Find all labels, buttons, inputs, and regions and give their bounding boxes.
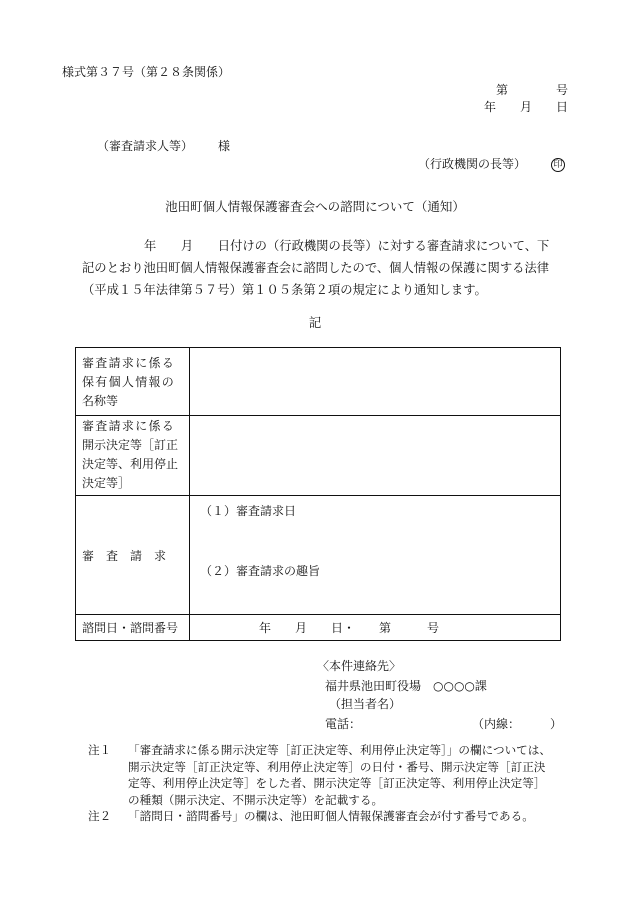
label-cell: [76, 348, 190, 416]
addressee-honorific: 様: [218, 139, 231, 153]
table-row: [76, 348, 561, 416]
request-date-item: （１）審査請求日: [200, 504, 297, 518]
sender-name: （行政機関の長等）: [418, 157, 527, 171]
note-item: [88, 742, 568, 808]
request-purpose-item: （２）審査請求の趣旨: [200, 564, 321, 578]
table-row: [76, 615, 561, 641]
label-text: 審 査 請 求: [82, 548, 167, 563]
label-cell: [76, 615, 190, 641]
note-body: 「諮問日・諮問番号」の欄は、池田町個人情報保護審査会が付す番号である。: [128, 809, 534, 823]
note-label: 注２: [88, 809, 112, 823]
label-cell: [76, 416, 190, 496]
value-cell: [190, 416, 561, 496]
table-row: [76, 416, 561, 496]
body-line: 記のとおり池田町個人情報保護審査会に諮問したので、個人情報の保護に関する法律: [82, 261, 550, 275]
ki-heading: 記: [308, 315, 322, 330]
label-cell: [76, 496, 190, 615]
form-number: 様式第３７号（第２８条関係）: [62, 65, 231, 79]
value-cell: [190, 615, 561, 641]
addressee-name: （審査請求人等）: [97, 139, 194, 153]
inquiry-table: [75, 347, 561, 641]
seal-mark: 印: [551, 158, 565, 172]
inquiry-date-number: 年 月 日・ 第 号: [259, 621, 440, 635]
label-text: 諮問日・諮問番号: [82, 621, 179, 635]
body-paragraph: [82, 235, 570, 301]
contact-person: （担当者名）: [329, 697, 402, 711]
table-row: [76, 496, 561, 615]
note-label: 注１: [88, 743, 112, 757]
contact-phone-label: 電話：: [325, 717, 362, 731]
value-cell: [190, 348, 561, 416]
document-title: 池田町個人情報保護審査会への諮問について（通知）: [165, 199, 465, 214]
contact-heading: 〈本件連絡先〉: [317, 659, 402, 673]
body-line: 年 月 日付けの（行政機関の長等）に対する審査請求について、下: [144, 239, 550, 253]
document-number: 第 号: [495, 83, 568, 97]
value-cell: [190, 496, 561, 615]
document-date: 年 月 日: [483, 100, 568, 114]
contact-office: 福井県池田町役場 ○○○○課: [325, 679, 487, 693]
contact-extension-label: （内線： ）: [472, 717, 563, 731]
label-text: 審査請求に係る 保有個人情報の 名称等: [82, 356, 176, 408]
note-body: 「審査請求に係る開示決定等［訂正決定等、利用停止決定等］」の欄については、 開示決定等［訂正決定等、利用停止決定等］の日付・番号、開示決定等［訂正決 定等、利用停止決定等］をした者、開示決定等［訂正決定等、利用停止決定等］ の種類（開示決定、不開示決定等）を記載する。: [128, 743, 551, 807]
note-item: [88, 808, 568, 825]
body-line: （平成１５年法律第５７号）第１０５条第２項の規定により通知します。: [82, 283, 487, 297]
label-text: 審査請求に係る 開示決定等［訂正 決定等、利用停止 決定等］: [82, 419, 179, 490]
notes-section: [88, 742, 568, 825]
